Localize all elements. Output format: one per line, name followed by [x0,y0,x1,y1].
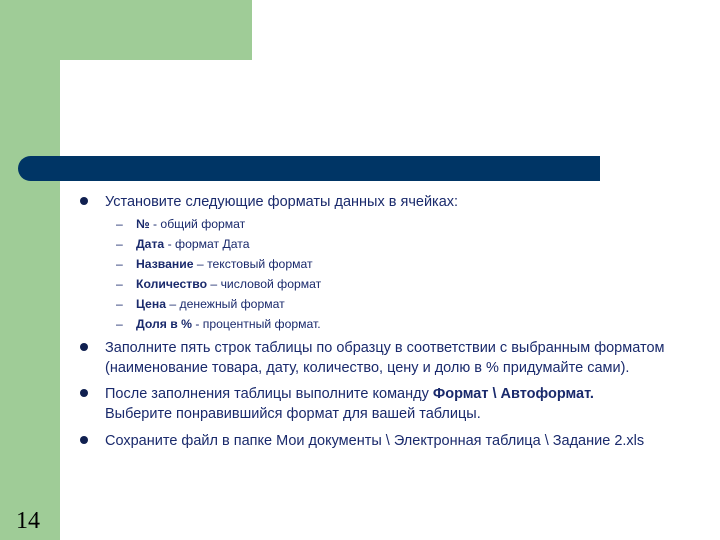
dash-icon: – [116,317,123,331]
command-name: Формат \ Автоформат. [432,386,594,402]
top-accent-band [0,0,252,60]
bullet-dot-icon [80,436,88,444]
dash-icon: – [116,277,123,291]
sub-bullet-item [80,274,680,294]
bullet-text: После заполнения таблицы выполните команду [105,386,433,402]
bullet-item [80,431,680,451]
format-term: Количество [136,277,208,291]
dash-icon: – [116,297,123,311]
bullet-item [80,384,680,424]
bullet-dot-icon [80,197,88,205]
format-term: Дата [136,237,165,251]
format-description: - общий формат [149,217,246,231]
bullet-dot-icon [80,389,88,397]
sub-bullet-item [80,314,680,334]
bullet-text-continued: Выберите понравившийся формат для вашей таблицы. [105,406,481,422]
format-term: Цена [136,297,166,311]
dash-icon: – [116,217,123,231]
bullet-text: Заполните пять строк таблицы по образцу в соответствии с выбранным форматом (наименование товара, дату, количество, цену и долю в % придумайте сами). [105,340,665,376]
format-term: Название [136,257,194,271]
title-bar [18,156,600,181]
bullet-dot-icon [80,343,88,351]
sub-bullet-item [80,254,680,274]
left-accent-band [0,0,60,540]
bullet-item [80,192,680,212]
dash-icon: – [116,257,123,271]
format-description: – текстовый формат [193,257,313,271]
format-description: - формат Дата [164,237,250,251]
bullet-text: Сохраните файл в папке Мои документы \ Электронная таблица \ Задание 2.xls [105,433,645,449]
sub-bullet-item [80,234,680,254]
bullet-item [80,338,680,378]
sub-bullet-item [80,214,680,234]
bullet-list [80,190,680,451]
bullet-text: Установите следующие форматы данных в ячейках: [105,194,459,210]
format-description: – денежный формат [165,297,285,311]
dash-icon: – [116,237,123,251]
format-description: - процентный формат. [191,317,321,331]
format-description: – числовой формат [207,277,322,291]
format-term: № [136,217,150,231]
sub-bullet-item [80,294,680,314]
slide-number: 14 [16,508,40,534]
format-term: Доля в % [136,317,192,331]
